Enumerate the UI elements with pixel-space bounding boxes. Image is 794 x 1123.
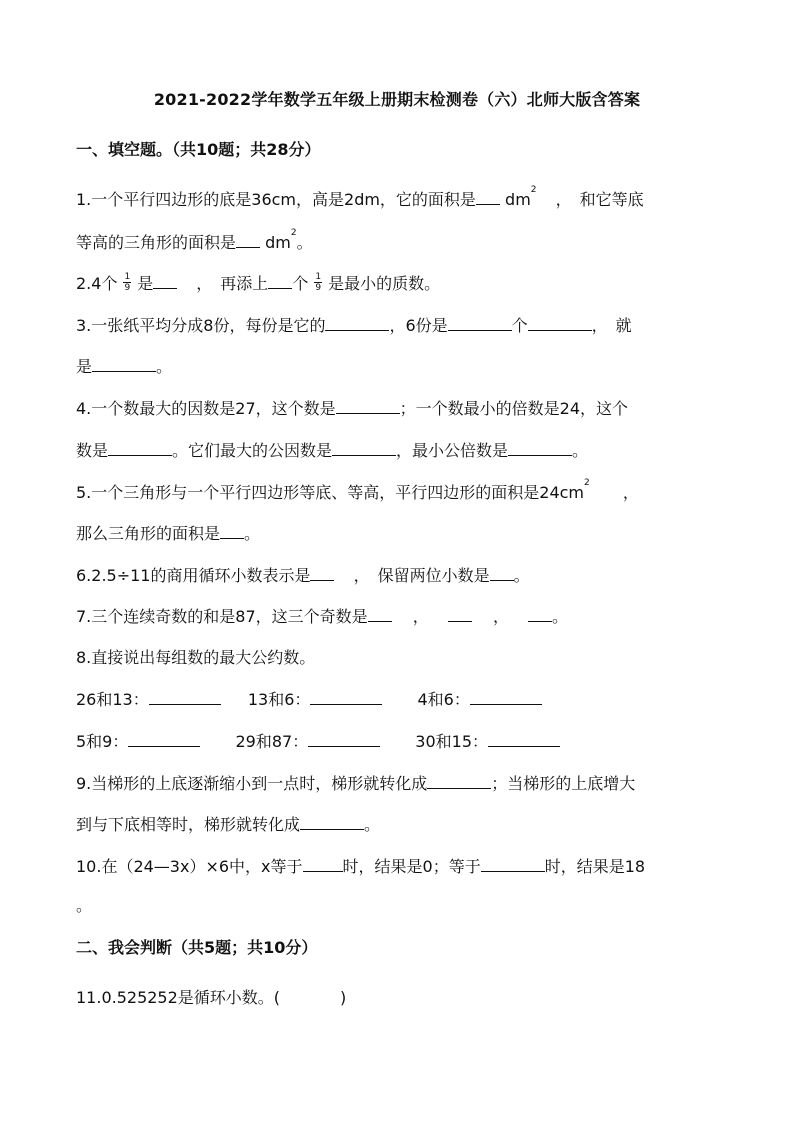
- question-7-line-1: [76, 604, 721, 627]
- q8-row2-blank-2[interactable]: [308, 732, 380, 747]
- q10-text-a: 10.在（24—3x）×6中，x等于: [76, 857, 303, 876]
- q3-blank-3[interactable]: [528, 316, 592, 331]
- q8-row2-blank-3[interactable]: [488, 732, 560, 747]
- q1-unit-2: dm: [265, 233, 291, 252]
- q2-text-d: 个: [292, 274, 309, 293]
- q1-sup-1: 2: [530, 185, 537, 195]
- question-3-line-2: [76, 354, 721, 377]
- q2-blank-1[interactable]: [153, 274, 177, 289]
- q1-text-a: 1.一个平行四边形的底是36cm，高是2dm，它的面积是: [76, 190, 476, 209]
- q9-text-a: 9.当梯形的上底逐渐缩小到一点时，梯形就转化成: [76, 774, 428, 793]
- page-title: 2021-2022学年数学五年级上册期末检测卷（六）北师大版含答案: [153, 90, 641, 109]
- q11-text-b: ): [340, 988, 347, 1007]
- q5-text-c: 那么三角形的面积是: [76, 524, 221, 543]
- question-10-line-1: [76, 854, 721, 877]
- q8-row2-item-2: 29和87：: [235, 732, 309, 751]
- q9-blank-2[interactable]: [300, 815, 364, 830]
- q10-blank-2[interactable]: [481, 857, 545, 872]
- question-4-line-1: [76, 396, 721, 419]
- q9-blank-1[interactable]: [427, 774, 491, 789]
- q8-row1-item-2: 13和6：: [247, 690, 311, 709]
- q2-text-e: 是最小的质数。: [328, 274, 441, 293]
- q3-text-a: 3.一张纸平均分成8份，每份是它的: [76, 316, 326, 335]
- q1-text-d: 。: [296, 233, 313, 252]
- question-9-line-1: [76, 771, 721, 794]
- q8-row2-item-1: 5和9：: [76, 732, 129, 751]
- q1-text-b: ， 和它等底: [555, 190, 644, 209]
- q3-text-f: 。: [156, 357, 173, 376]
- q3-text-c: 个: [511, 316, 528, 335]
- question-5-line-2: [76, 521, 721, 544]
- q9-text-b: ；当梯形的上底增大: [491, 774, 636, 793]
- q1-blank-2[interactable]: [236, 233, 260, 248]
- q8-row1-item-1: 26和13：: [76, 690, 149, 709]
- q3-blank-2[interactable]: [448, 316, 512, 331]
- q2-fraction-1: [123, 272, 131, 293]
- q5-blank-1[interactable]: [220, 524, 244, 539]
- q11-text-a: 11.0.525252是循环小数。(: [76, 988, 281, 1007]
- q3-text-b: ，6份是: [389, 316, 448, 335]
- q5-text-d: 。: [244, 524, 261, 543]
- q7-blank-3[interactable]: [528, 607, 552, 622]
- q9-text-d: 。: [364, 815, 381, 834]
- q1-text-c: 等高的三角形的面积是: [76, 233, 237, 252]
- q5-text-b: ，: [622, 483, 639, 502]
- question-5-line-1: [76, 480, 721, 503]
- q2-text-b: 是: [137, 274, 154, 293]
- q6-text-c: 。: [513, 566, 530, 585]
- q3-text-e: 是: [76, 357, 93, 376]
- q4-blank-4[interactable]: [508, 441, 572, 456]
- q8-row2-blank-1[interactable]: [128, 732, 200, 747]
- q3-blank-1[interactable]: [325, 316, 389, 331]
- question-2-line-1: [76, 271, 721, 295]
- q4-text-c: 数是: [76, 441, 109, 460]
- q6-blank-1[interactable]: [310, 566, 334, 581]
- q3-blank-4[interactable]: [92, 357, 156, 372]
- q2-frac2-numerator: 1: [315, 272, 322, 282]
- q7-text-c: ，: [492, 607, 509, 626]
- section-heading-fill-in: 一、填空题。（共10题；共28分）: [76, 140, 321, 159]
- question-1-line-1: [76, 187, 721, 210]
- q5-text-a: 5.一个三角形与一个平行四边形等底、等高，平行四边形的面积是24cm: [76, 483, 585, 502]
- q4-blank-3[interactable]: [332, 441, 396, 456]
- q10-text-b: 时，结果是0；等于: [342, 857, 481, 876]
- q8-row1-item-3: 4和6：: [417, 690, 470, 709]
- q8-row2-item-3: 30和15：: [415, 732, 489, 751]
- q2-blank-2[interactable]: [268, 274, 292, 289]
- q3-text-d: ， 就: [591, 316, 632, 335]
- question-9-line-2: [76, 812, 721, 835]
- q4-text-d: 。它们最大的公因数是: [172, 441, 333, 460]
- q10-text-c: 时，结果是18: [544, 857, 646, 876]
- q8-row1-blank-3[interactable]: [470, 690, 542, 705]
- q2-frac1-denominator: 9: [124, 283, 131, 293]
- q6-blank-2[interactable]: [490, 566, 514, 581]
- question-8-stem: 8.直接说出每组数的最大公约数。: [76, 648, 316, 667]
- q1-sup-2: 2: [290, 228, 297, 238]
- q10-blank-1[interactable]: [303, 857, 343, 872]
- question-10-line-2: [76, 893, 721, 916]
- q9-text-c: 到与下底相等时，梯形就转化成: [76, 815, 301, 834]
- q4-text-a: 4.一个数最大的因数是27，这个数是: [76, 399, 336, 418]
- section-heading-judgement: 二、我会判断（共5题；共10分）: [76, 938, 318, 957]
- question-4-line-2: [76, 438, 721, 461]
- question-3-line-1: [76, 313, 721, 336]
- q1-unit-1: dm: [505, 190, 531, 209]
- q4-blank-1[interactable]: [336, 399, 400, 414]
- q4-text-b: ；一个数最小的倍数是24，这个: [399, 399, 629, 418]
- q6-text-a: 6.2.5÷11的商用循环小数表示是: [76, 566, 311, 585]
- question-1-line-2: [76, 230, 721, 253]
- q4-text-f: 。: [572, 441, 589, 460]
- q10-text-d: 。: [76, 896, 93, 915]
- q1-blank-1[interactable]: [476, 190, 500, 205]
- q2-fraction-2: [314, 272, 322, 293]
- q8-row1-blank-2[interactable]: [310, 690, 382, 705]
- q4-text-e: ，最小公倍数是: [396, 441, 509, 460]
- q7-blank-2[interactable]: [448, 607, 472, 622]
- q6-text-b: ， 保留两位小数是: [353, 566, 490, 585]
- q2-frac1-numerator: 1: [124, 272, 131, 282]
- q2-frac2-denominator: 9: [315, 283, 322, 293]
- q7-text-b: ，: [412, 607, 429, 626]
- question-8-row-2: [76, 729, 721, 752]
- q4-blank-2[interactable]: [108, 441, 172, 456]
- q7-blank-1[interactable]: [368, 607, 392, 622]
- q7-text-d: 。: [552, 607, 569, 626]
- q2-text-a: 2.4个: [76, 274, 118, 293]
- question-11-line-1: [76, 985, 721, 1008]
- q8-row1-blank-1[interactable]: [149, 690, 221, 705]
- question-6-line-1: [76, 563, 721, 586]
- q7-text-a: 7.三个连续奇数的和是87，这三个奇数是: [76, 607, 368, 626]
- q2-text-c: ， 再添上: [196, 274, 269, 293]
- question-8-row-1: [76, 687, 721, 710]
- q5-sup: 2: [584, 478, 590, 488]
